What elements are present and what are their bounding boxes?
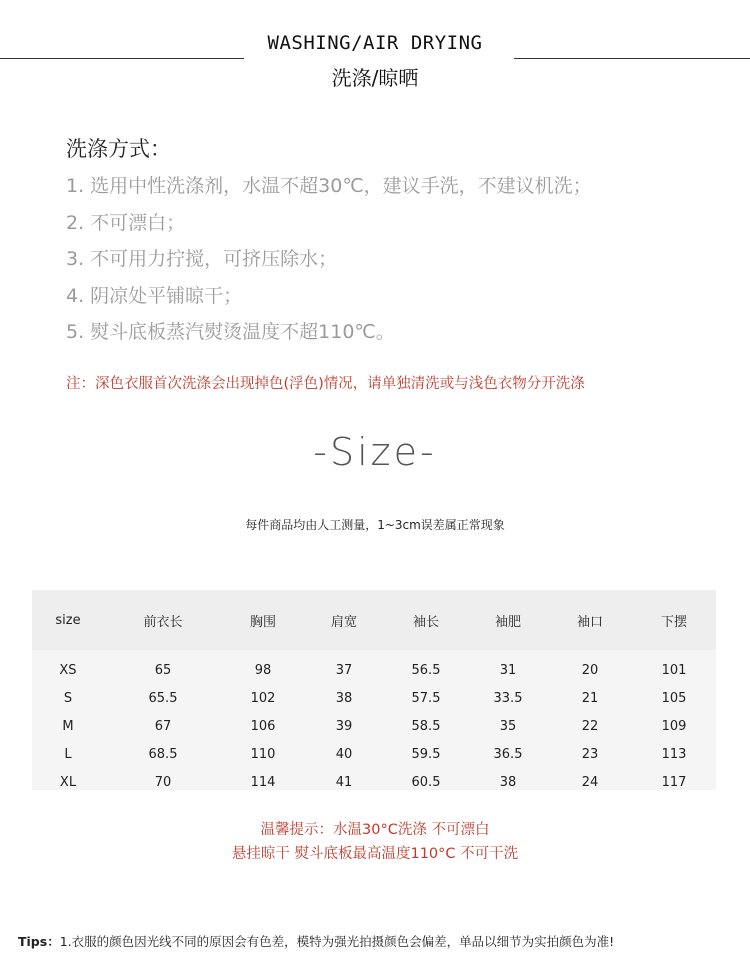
table-cell: 31 (499, 662, 517, 678)
table-cell: 56.5 (411, 662, 441, 678)
table-body (32, 650, 716, 796)
table-header-cell: size (55, 612, 81, 628)
table-cell: 102 (250, 690, 276, 706)
measure-note: 每件商品均由人工测量，1~3cm误差属正常现象 (245, 518, 505, 532)
table-cell: 36.5 (493, 746, 523, 762)
table-cell: 65.5 (148, 690, 178, 706)
table-cell: 70 (154, 774, 172, 790)
header-title-cn: 洗涤/晾晒 (331, 66, 419, 90)
table-header-cell: 前衣长 (143, 614, 183, 630)
table-cell: 58.5 (411, 718, 441, 734)
table-cell: 65 (154, 662, 172, 678)
footer-tips-label: Tips： (18, 934, 60, 949)
washing-item: 2. 不可漂白； (66, 211, 186, 234)
table-cell: 39 (335, 718, 353, 734)
table-cell: 24 (581, 774, 599, 790)
table-cell: 109 (661, 718, 687, 734)
table-cell: 38 (335, 690, 353, 706)
table-cell: 21 (581, 690, 599, 706)
table-cell: 106 (250, 718, 276, 734)
footer-tips (18, 932, 614, 950)
table-header-row (32, 590, 716, 650)
section-header (0, 30, 750, 90)
care-tips-line: 温馨提示：水温30°C洗涤 不可漂白 (260, 822, 490, 838)
care-tips (0, 818, 750, 866)
washing-list (66, 171, 592, 354)
table-cell: 98 (254, 662, 272, 678)
table-header-cell: 袖肥 (494, 614, 521, 630)
table-cell: 117 (661, 774, 687, 790)
table-cell: 114 (250, 774, 276, 790)
washing-item: 3. 不可用力拧搅，可挤压除水； (66, 248, 338, 270)
care-tips-line: 悬挂晾干 熨斗底板最高温度110°C 不可干洗 (231, 846, 519, 862)
table-row (32, 656, 716, 684)
table-cell: 33.5 (493, 690, 523, 706)
table-cell: 37 (335, 662, 353, 678)
washing-item: 1. 选用中性洗涤剂，水温不超30℃，建议手洗，不建议机洗； (66, 175, 592, 197)
table-header-cell: 袖长 (412, 614, 439, 630)
table-cell: 105 (661, 690, 687, 706)
table-cell: 20 (581, 662, 599, 678)
table-cell: 22 (581, 718, 599, 734)
table-cell: 68.5 (148, 746, 178, 762)
table-row (32, 712, 716, 740)
table-cell: M (62, 718, 74, 734)
table-row (32, 684, 716, 712)
header-divider-right (514, 58, 750, 59)
header-title-en: WASHING/AIR DRYING (267, 32, 483, 54)
table-header-cell: 肩宽 (330, 614, 357, 630)
table-row (32, 740, 716, 768)
washing-title: 洗涤方式： (66, 137, 171, 161)
table-row (32, 768, 716, 796)
table-header-cell: 袖口 (576, 614, 603, 630)
table-cell: 40 (335, 746, 353, 762)
table-cell: 101 (661, 662, 687, 678)
table-cell: S (63, 690, 73, 706)
table-cell: 23 (581, 746, 599, 762)
table-cell: 113 (661, 746, 687, 762)
size-table (32, 590, 716, 790)
washing-instructions (66, 134, 592, 354)
table-cell: 57.5 (411, 690, 441, 706)
table-cell: 60.5 (411, 774, 441, 790)
header-divider-left (0, 58, 244, 59)
table-header-cell: 下摆 (660, 614, 687, 630)
table-cell: 110 (250, 746, 276, 762)
table-cell: XS (59, 662, 77, 678)
table-cell: 59.5 (411, 746, 441, 762)
table-cell: 41 (335, 774, 353, 790)
table-cell: 38 (499, 774, 517, 790)
table-header-cell: 胸围 (249, 614, 276, 630)
washing-item: 4. 阴凉处平铺晾干； (66, 284, 243, 307)
table-cell: L (64, 746, 72, 762)
table-cell: XL (59, 774, 77, 790)
footer-tips-text: 1.衣服的颜色因光线不同的原因会有色差，模特为强光拍摄颜色会偏差，单品以细节为实拍颜色为准! (59, 934, 615, 949)
washing-item: 5. 熨斗底板蒸汽熨烫温度不超110℃。 (66, 321, 395, 343)
dark-color-note: 注：深色衣服首次洗涤会出现掉色(浮色)情况，请单独清洗或与浅色衣物分开洗涤 (66, 376, 585, 392)
table-cell: 67 (154, 718, 172, 734)
table-cell: 35 (499, 718, 517, 734)
size-title: -Size- (313, 430, 437, 474)
